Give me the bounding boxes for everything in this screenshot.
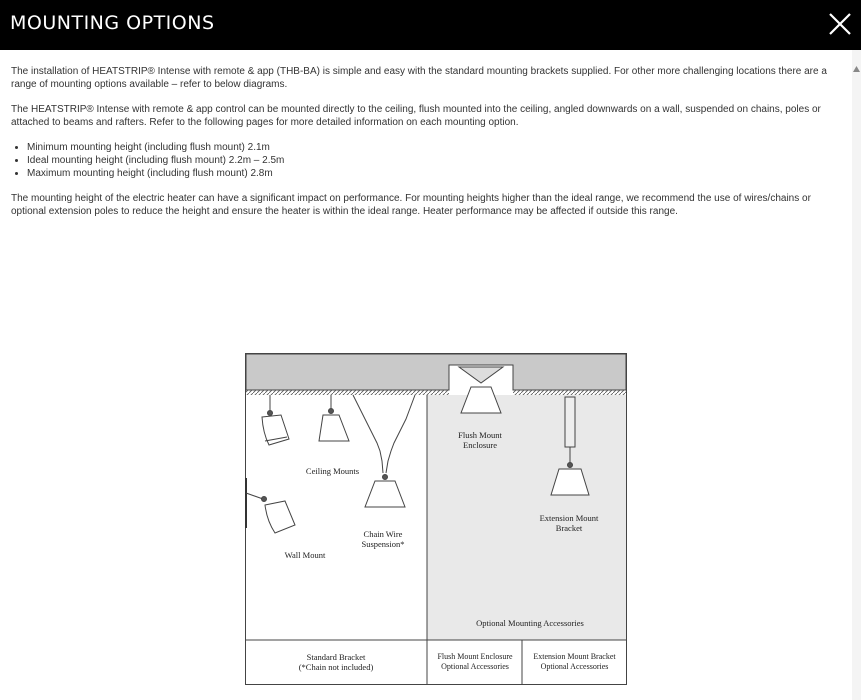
modal-header [0, 0, 861, 50]
list-item: • Maximum mounting height (including flush mount) 2.8m [27, 167, 837, 180]
intro-paragraph: The installation of HEATSTRIP® Intense with remote & app (THB-BA) is simple and easy with the standard mounting brackets supplied. For other more challenging locations there are a range of mounting options available – refer to below diagrams. [11, 66, 827, 90]
scroll-up-arrow-icon[interactable] [853, 66, 860, 72]
flush-mount-label: Flush Mount Enclosure [458, 430, 502, 450]
ceiling-mounts-label: Ceiling Mounts [305, 466, 360, 476]
mounting-diagram [245, 353, 627, 685]
footer-extension-mount: Extension Mount Bracket Optional Accessories [533, 652, 616, 671]
list-item: • Ideal mounting height (including flush mount) 2.2m – 2.5m [27, 154, 837, 167]
optional-accessories-label: Optional Mounting Accessories [476, 618, 584, 628]
footer-flush-mount: Flush Mount Enclosure Optional Accessories [437, 652, 513, 671]
list-item: • Minimum mounting height (including flush mount) 2.1m [27, 141, 837, 154]
mounting-height-list [11, 141, 837, 180]
modal-content [11, 65, 837, 230]
scrollbar[interactable] [852, 50, 861, 700]
modal-title: MOUNTING OPTIONS [10, 12, 215, 34]
close-icon[interactable] [827, 11, 853, 37]
footer-standard-bracket: Standard Bracket (*Chain not included) [298, 652, 374, 672]
performance-paragraph: The mounting height of the electric heater can have a significant impact on performance. For mounting heights higher than the ideal range, we recommend the use of wires/chains or optional extension poles to reduce the height and ensure the heater is within the ideal range. Heater performance may be affected if outside this range. [11, 193, 811, 217]
chain-wire-label: Chain Wire Suspension* [361, 529, 405, 549]
mounting-description-paragraph: The HEATSTRIP® Intense with remote & app control can be mounted directly to the ceiling, flush mounted into the ceiling, angled downwards on a wall, suspended on chains, poles or attached to beams and rafters. Refer to the following pages for more detailed information on each mounting option. [11, 104, 821, 128]
wall-mount-label: Wall Mount [284, 550, 326, 560]
extension-mount-label: Extension Mount Bracket [539, 513, 599, 533]
